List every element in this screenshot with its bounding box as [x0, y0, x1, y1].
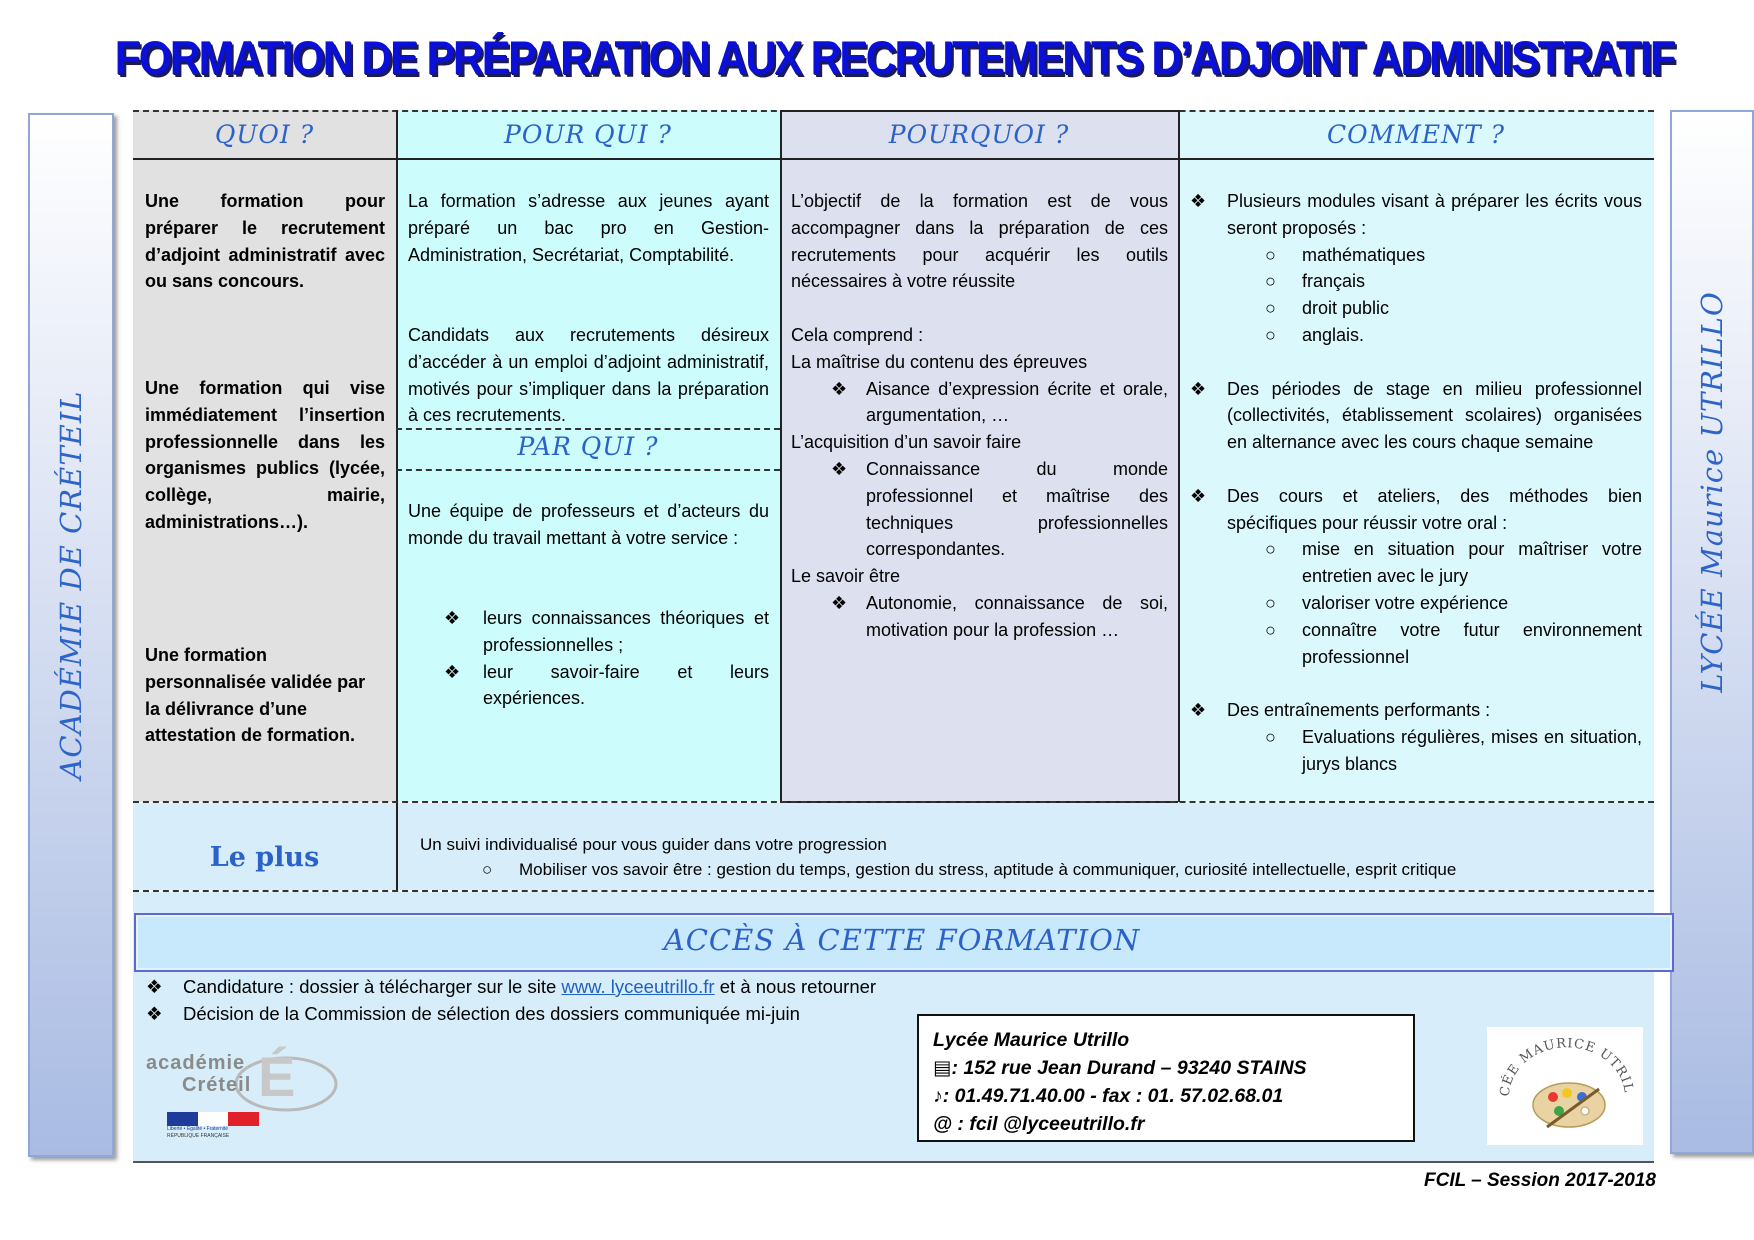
svg-text:LYCÉE MAURICE UTRILLO: CÉE MAURICE UTRIL [1497, 1036, 1636, 1098]
list-item: ❖ Candidature : dossier à télécharger sur le site www. lyceeutrillo.fr et à nous retourner [146, 973, 1046, 1000]
diamond-bullet-icon: ❖ [444, 608, 461, 628]
list-item: ○ anglais. [1265, 322, 1642, 349]
page-title: FORMATION DE PRÉPARATION AUX RECRUTEMENTS D’ADJOINT ADMINISTRATIF [114, 31, 1675, 84]
website-link[interactable]: www. lyceeutrillo.fr [561, 976, 715, 997]
header-divider [133, 158, 1654, 160]
par-qui-intro: Une équipe de professeurs et d’acteurs du monde du travail mettant à votre service : [408, 501, 769, 548]
comment-b3-sublist [1190, 536, 1642, 670]
pourquoi-body [791, 322, 1168, 644]
republique-francaise-logo: Liberté • Égalité • Fraternité RÉPUBLIQUE FRANÇAISE [167, 1112, 259, 1142]
list-item: ○ connaître votre futur environnement professionnel [1265, 617, 1642, 671]
pourquoi-s1: La maîtrise du contenu des épreuves [791, 351, 1088, 372]
divider-2 [780, 110, 782, 802]
lycee-label: LYCÉE Maurice UTRILLO [1695, 291, 1729, 693]
circle-bullet-icon: ○ [1265, 298, 1276, 319]
pourquoi-p1: L’objectif de la formation est de vous accompagner dans la préparation de ces recrutements pour acquérir les outils nécessaires à votre réussite [791, 191, 1168, 292]
circle-bullet-icon: ○ [1265, 592, 1276, 613]
pour-qui-header: POUR QUI ? [504, 120, 672, 149]
diamond-bullet-icon: ❖ [146, 1003, 163, 1024]
list-item: ○ français [1265, 268, 1642, 295]
quoi-header: QUOI ? [214, 120, 315, 149]
list-item: ○ mise en situation pour maîtriser votre entretien avec le jury [1265, 536, 1642, 590]
par-qui-list [444, 605, 769, 712]
list-item: ○ droit public [1265, 295, 1642, 322]
circle-bullet-icon: ○ [482, 860, 493, 879]
list-item: ❖ Décision de la Commission de sélection des dossiers communiquée mi-juin [146, 1000, 1046, 1027]
academie-logo: académie Créteil É [146, 1050, 356, 1120]
diamond-bullet-icon: ❖ [1190, 485, 1207, 506]
diamond-bullet-icon: ❖ [831, 458, 848, 479]
academie-label: ACADÉMIE DE CRÉTEIL [54, 390, 88, 780]
quoi-p1: Une formation pour préparer le recrutement d’adjoint administratif avec ou sans concours. [145, 191, 385, 292]
comment-body [1190, 188, 1642, 778]
acces-bottom-line [133, 1161, 1654, 1163]
session-footer: FCIL – Session 2017-2018 [1424, 1170, 1656, 1191]
diamond-bullet-icon: ❖ [1190, 191, 1207, 211]
le-plus-line1: Un suivi individualisé pour vous guider dans votre progression [420, 835, 887, 854]
address-icon: ▤ [933, 1057, 952, 1079]
phone-icon: ♪ [933, 1085, 943, 1107]
list-item: ❖ leurs connaissances théoriques et professionnelles ; [444, 605, 769, 659]
pourquoi-header: POURQUOI ? [888, 120, 1070, 149]
contact-address-row: ▤: 152 rue Jean Durand – 93240 STAINS [933, 1057, 1307, 1079]
circle-bullet-icon: ○ [1265, 324, 1276, 345]
acces-list [146, 973, 1046, 1027]
le-plus-label: Le plus [209, 842, 320, 873]
list-item: ❖ Des entraînements performants : [1190, 697, 1642, 724]
circle-bullet-icon: ○ [1265, 726, 1276, 747]
diamond-bullet-icon: ❖ [146, 976, 163, 997]
pourquoi-s3: Le savoir être [791, 566, 901, 587]
circle-bullet-icon: ○ [1265, 539, 1276, 560]
list-item: ❖ leur savoir-faire et leurs expériences. [444, 659, 769, 713]
comment-b4-sublist [1190, 724, 1642, 778]
list-item: ❖ Aisance d’expression écrite et orale, argumentation, … [791, 376, 1168, 430]
pour-qui-p2: Candidats aux recrutements désireux d’accéder à un emploi d’adjoint administratif, motivés pour s’impliquer dans la préparation à ces recrutements. [408, 325, 769, 426]
right-sidebar [1670, 110, 1754, 1154]
quoi-p3: Une formation personnalisée validée par la délivrance d’une attestation de formation. [145, 645, 366, 746]
pourquoi-comprend: Cela comprend : [791, 325, 924, 345]
diamond-bullet-icon: ❖ [444, 661, 461, 682]
left-sidebar [28, 113, 114, 1157]
list-item: ❖ Autonomie, connaissance de soi, motivation pour la profession … [791, 590, 1168, 644]
circle-bullet-icon: ○ [1265, 244, 1276, 265]
list-item: ❖ Des périodes de stage en milieu professionnel (collectivités, établissement scolaires) organisées en alternance avec les cours chaque semaine [1190, 376, 1642, 456]
list-item: ❖ Plusieurs modules visant à préparer les écrits vous seront proposés : [1190, 188, 1642, 242]
le-plus-divider [396, 803, 398, 890]
contact-phone-row: ♪: 01.49.71.40.00 - fax : 01. 57.02.68.01 [933, 1085, 1284, 1107]
pourquoi-s2: L’acquisition d’un savoir faire [791, 432, 1022, 453]
divider-3 [1178, 110, 1180, 802]
acces-title: ACCÈS À CETTE FORMATION [663, 923, 1141, 957]
circle-bullet-icon: ○ [1265, 619, 1276, 640]
diamond-bullet-icon: ❖ [831, 378, 848, 399]
contact-name: Lycée Maurice Utrillo [933, 1029, 1130, 1051]
diamond-bullet-icon: ❖ [1190, 700, 1207, 721]
lycee-logo [1487, 1027, 1643, 1145]
contact-box [917, 1014, 1415, 1142]
flag-icon [167, 1112, 259, 1126]
par-qui-header: PAR QUI ? [517, 432, 659, 461]
comment-b1-sublist [1190, 242, 1642, 349]
comment-header: COMMENT ? [1327, 120, 1505, 149]
circle-bullet-icon: ○ [1265, 271, 1276, 292]
list-item: ❖ Des cours et ateliers, des méthodes bien spécifiques pour réussir votre oral : [1190, 483, 1642, 537]
pour-qui-p1: La formation s’adresse aux jeunes ayant préparé un bac pro en Gestion-Administration, Secrétariat, Comptabilité. [408, 191, 769, 265]
diamond-bullet-icon: ❖ [831, 592, 848, 613]
list-item: ○ valoriser votre expérience [1265, 590, 1642, 617]
contact-email: @ : fcil @lyceeutrillo.fr [933, 1113, 1145, 1135]
list-item: ○ mathématiques [1265, 242, 1642, 269]
diamond-bullet-icon: ❖ [1190, 378, 1207, 399]
le-plus-text [420, 832, 1650, 882]
list-item: ❖ Connaissance du monde professionnel et maîtrise des techniques professionnelles correspondantes. [791, 456, 1168, 563]
palette-icon [1487, 1027, 1643, 1145]
list-item: ○ Mobiliser vos savoir être : gestion du temps, gestion du stress, aptitude à communiquer, curiosité intellectuelle, esprit critique [420, 857, 1650, 882]
quoi-p2: Une formation qui vise immédiatement l’insertion professionnelle dans les organismes publics (lycée, collège, mairie, administrations…). [145, 378, 385, 532]
list-item: ○ Evaluations régulières, mises en situation, jurys blancs [1265, 724, 1642, 778]
